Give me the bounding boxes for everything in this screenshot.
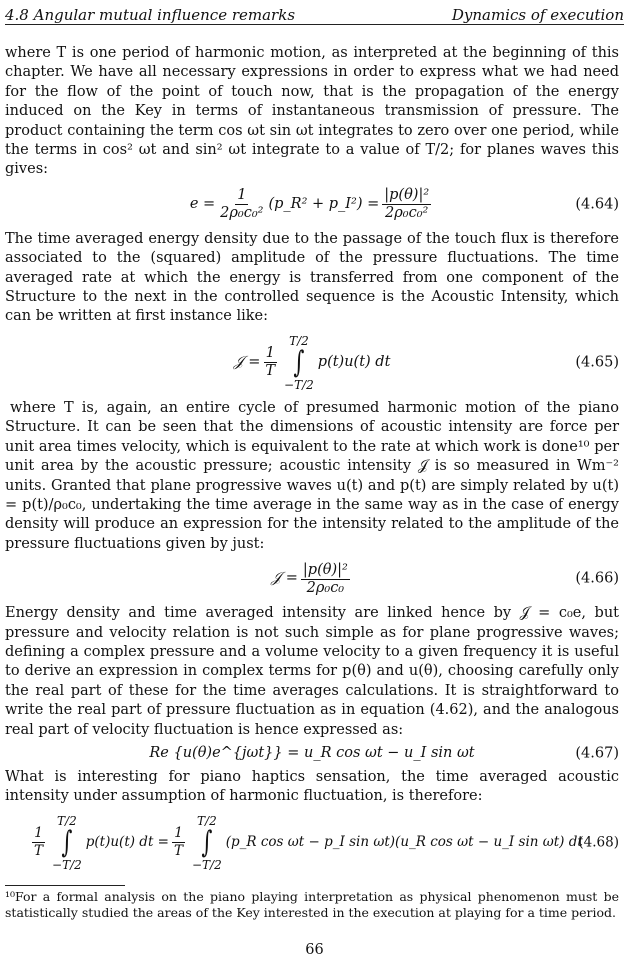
equation-number: (4.68) [578, 834, 619, 851]
equation-number: (4.64) [575, 196, 619, 213]
integral-sign: T/2 ∫ −T/2 [192, 813, 222, 872]
page-number: 66 [305, 942, 324, 958]
integral-sign: T/2 ∫ −T/2 [52, 813, 82, 872]
paragraph-5: What is interesting for piano haptics sensation, the time averaged acoustic intensity under assumption of harmonic fluctuation, is therefore: [5, 768, 619, 805]
paragraph-4: Energy density and time averaged intensity are linked hence by 𝒥 = c₀e, but pressure and velocity relation is not such simple as for plane progressive waves; defining a complex pressure and a volume velocity to a given frequency it is useful to derive an expression in complex terms for p(θ) and u(θ), choosing carefully only the real part of these for the time averages calculations. It is straightforward to write the real part of pressure fluctuation as in equation (4.62), and the analogous real part of velocity fluctuation is hence expressed as: [5, 605, 619, 738]
equation-4-68: $\frac{1}{T}$ T/2 ∫ −T/2 p(t)u(t) dt = $\frac{1}{T}$ T/2 ∫ −T/2 (p_R cos ωt − p_I sin ωt)(u_R cos ωt − u_I sin ωt) dt (4.68) [34, 813, 619, 872]
paragraph-2: The time averaged energy density due to the passage of the touch flux is therefore associated to the (squared) amplitude of the pressure fluctuations. The time averaged rate at which the energy is transferred from one component of the Structure to the next in the controlled sequence is the Acoustic Intensity, which can be written at first instance like: [5, 230, 619, 325]
paragraph-1: where T is one period of harmonic motion, as interpreted at the beginning of this chapter. We have all necessary expressions in order to express what we had need for the flow of the point of touch now, that is the propagation of the energy induced on the Key in terms of instantaneous transmission of pressure. The product containing the term cos ωt sin ωt integrates to zero over one period, while the terms in cos² ωt and sin² ωt integrate to a value of T/2; for planes waves this gives: [5, 45, 619, 178]
equation-4-64: e = $\frac{1}{\text{2ρ₀c₀²}}$ (p_R² + p_I²) = $\frac{\text{|p(θ)|²}}{\text{2ρ₀c₀²}}$ (4.64) [189, 187, 619, 222]
integral-sign: T/2 ∫ −T/2 [284, 333, 314, 392]
chapter-title: Dynamics of execution [451, 6, 624, 24]
equation-number: (4.65) [575, 354, 619, 371]
equation-4-67: Re {u(θ)e^{jωt}} = u_R cos ωt − u_I sin ωt (4.67) [5, 742, 619, 766]
equation-4-65: 𝒥 = $\frac{1}{T}$ T/2 ∫ −T/2 p(t)u(t) dt (4.65) [233, 333, 619, 392]
paragraph-3: where T is, again, an entire cycle of presumed harmonic motion of the piano Structure. It can be seen that the dimensions of acoustic intensity are force per unit area times velocity, which is equivalent to the rate at which work is done¹⁰ per unit area by the acoustic pressure; acoustic intensity 𝒥 is so measured in Wm⁻² units. Granted that plane progressive waves u(t) and p(t) are simply related by u(t) = p(t)/ρ₀c₀, undertaking the time average in the same way as in the case of energy density will produce an expression for the intensity related to the amplitude of the pressure fluctuations given by just: [5, 399, 619, 552]
equation-number: (4.66) [575, 570, 619, 587]
footnote-rule [5, 885, 125, 886]
equation-4-66: 𝒥 = $\frac{\text{|p(θ)|²}}{\text{2ρ₀c₀}}$ (4.66) [271, 561, 619, 596]
main-text [5, 44, 619, 879]
footnote: ¹⁰For a formal analysis on the piano playing interpretation as physical phenomenon must be statistically studied the areas of the Key interested in the execution at playing for a time period. [5, 889, 619, 920]
equation-number: (4.67) [575, 745, 619, 762]
running-header [5, 2, 624, 25]
section-title: 4.8 Angular mutual influence remarks [5, 6, 296, 24]
